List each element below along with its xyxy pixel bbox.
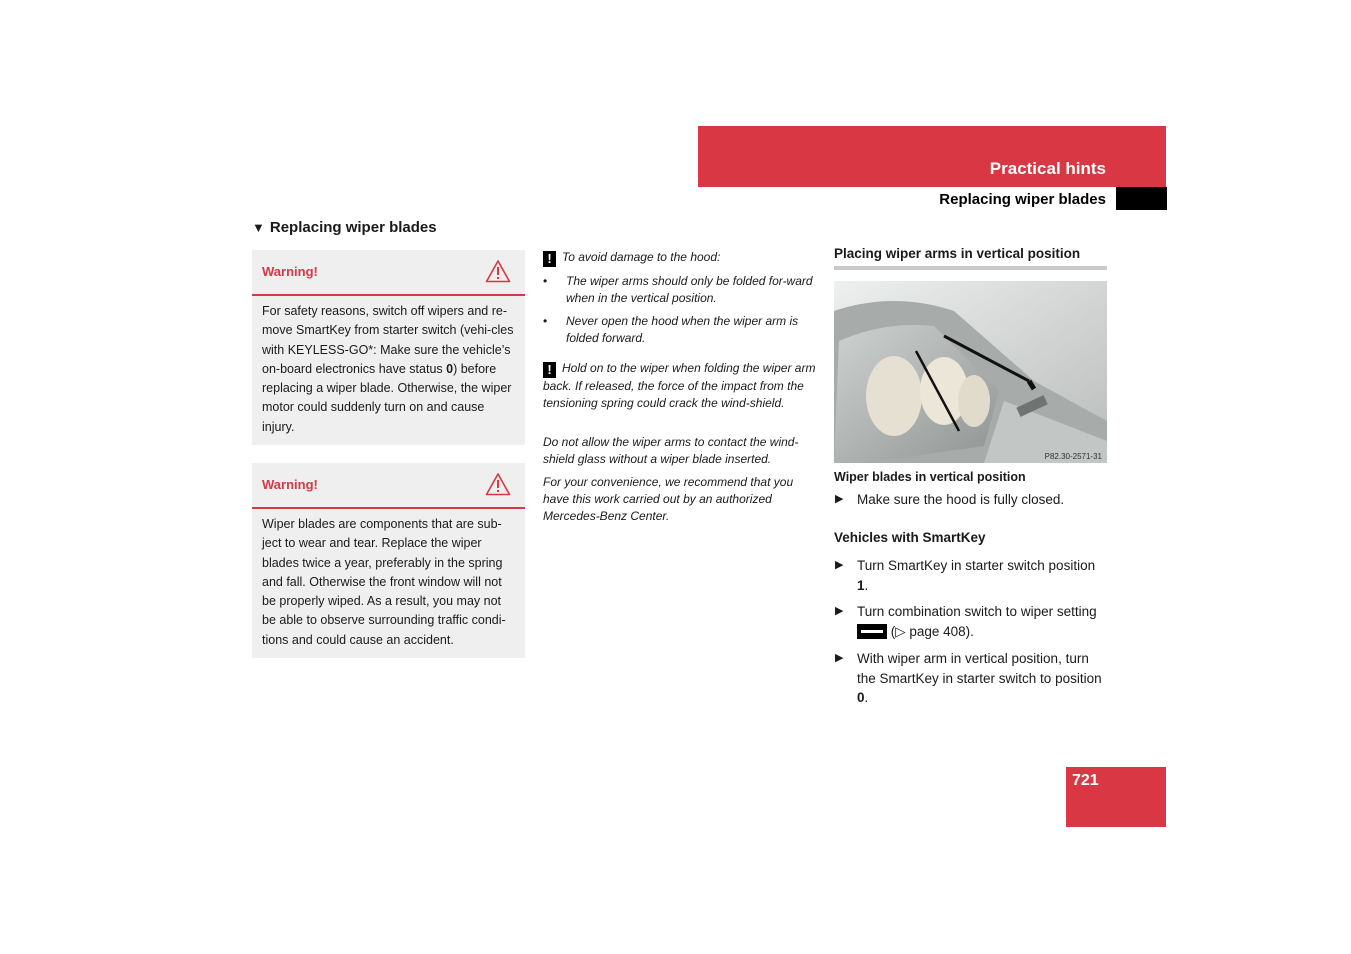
vehicles-heading: Vehicles with SmartKey [834, 530, 986, 545]
warning-triangle-icon [485, 472, 511, 496]
warning-label: Warning! [262, 264, 318, 279]
instruction-step: ▶ Turn combination switch to wiper setting (▷ page 408). [835, 604, 1097, 639]
triangle-down-icon: ▼ [252, 220, 265, 235]
warning-box-2 [252, 463, 525, 658]
car-windshield-illustration [834, 281, 1107, 463]
warning-triangle-icon [485, 259, 511, 283]
section-subtitle: Replacing wiper blades [939, 191, 1106, 208]
arrow-right-icon: ▶ [835, 493, 844, 505]
warning-text: Wiper blades are components that are sub-ject to wear and tear. Replace the wiper blades twice a year, preferably in the spring and fall. Otherwise the front window will not be properly wiped. As a result, you may not be able to observe surrounding traffic condi-tions and could cause an accident. [262, 517, 506, 647]
note-paragraph: For your convenience, we recommend that you have this work carried out by an authorized Mercedes-Benz Center. [543, 475, 794, 523]
instruction-step: ▶ Make sure the hood is fully closed. [834, 490, 1107, 510]
image-caption: Wiper blades in vertical position [834, 470, 1026, 484]
note-paragraph: Do not allow the wiper arms to contact the wind-shield glass without a wiper blade inserted. [543, 435, 799, 466]
wiper-setting-icon [857, 624, 887, 639]
page-number: 721 [1072, 772, 1099, 789]
warning-box-1 [252, 250, 525, 445]
note-hold-wiper: ! Hold on to the wiper when folding the wiper arm back. If released, the force of the impact from the tensioning spring could crack the wind-shield. [543, 361, 816, 410]
chapter-title: Practical hints [989, 159, 1106, 178]
list-item: • The wiper arms should only be folded for-ward when in the vertical position. [543, 274, 813, 305]
warning-label: Warning! [262, 477, 318, 492]
warning-text: For safety reasons, switch off wipers and re-move SmartKey from starter switch (vehi-cles with KEYLESS-GO*: Make sure the vehicle’s on-board electronics have status 0) before replacing a wiper blade. Otherwise, the wiper motor could suddenly turn on and cause injury. [262, 304, 514, 434]
note-hood-damage: ! To avoid damage to the hood: [543, 249, 818, 267]
instruction-step: ▶ With wiper arm in vertical position, turn the SmartKey in starter switch to position 0. [835, 651, 1102, 705]
section-heading: ▼ Replacing wiper blades [252, 219, 437, 236]
exclamation-icon: ! [543, 362, 556, 378]
image-code: P82.30-2571-31 [1044, 452, 1102, 461]
subsection-heading: Placing wiper arms in vertical position [834, 246, 1107, 270]
wiper-photo [834, 281, 1107, 463]
list-item: • Never open the hood when the wiper arm is folded forward. [543, 314, 799, 345]
thumb-tab [1116, 187, 1167, 210]
arrow-right-icon: ▶ [835, 652, 844, 664]
exclamation-icon: ! [543, 251, 556, 267]
arrow-right-icon: ▶ [835, 559, 844, 571]
instruction-step: ▶ Turn SmartKey in starter switch position 1. [835, 558, 1096, 593]
arrow-right-icon: ▶ [835, 605, 844, 617]
